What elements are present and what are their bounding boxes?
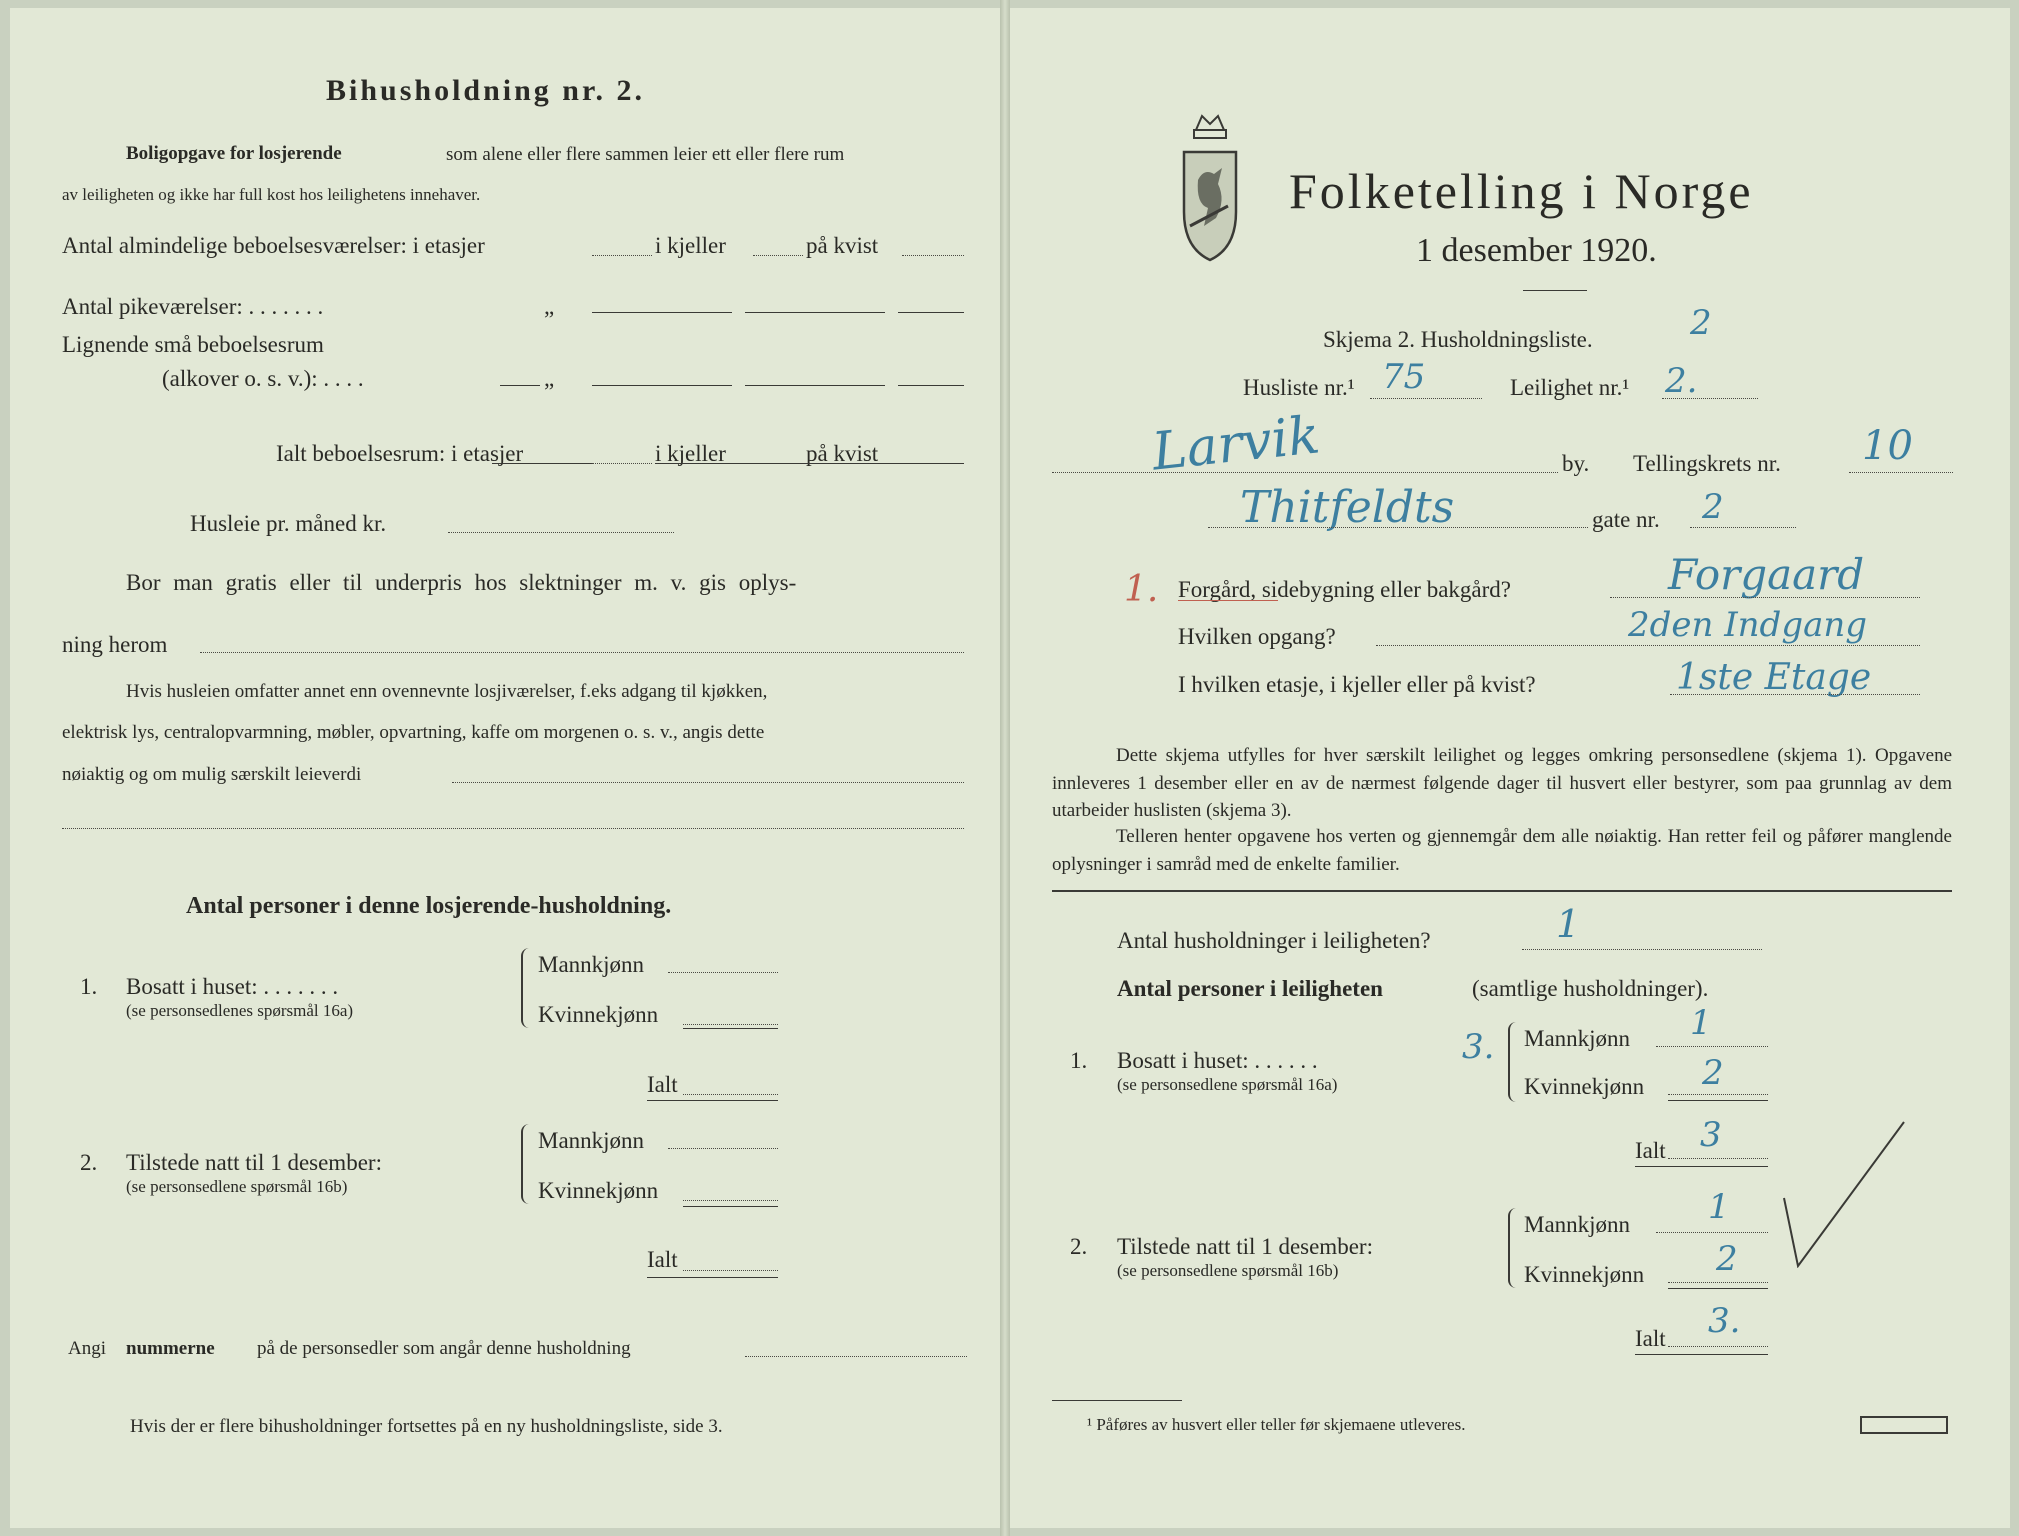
right-q2-label: Tilstede natt til 1 desember:	[1117, 1234, 1373, 1259]
intro-rest: som alene eller flere sammen leier ett eller flere rum	[446, 144, 845, 165]
right-q2-sub: (se personsedlene spørsmål 16b)	[1117, 1261, 1339, 1280]
footnote-rule	[1052, 1400, 1182, 1401]
pike-kjeller-field[interactable]	[745, 312, 885, 313]
alkover-lead-line	[500, 385, 540, 386]
pike-etasjer-field[interactable]	[592, 312, 732, 313]
right-q2-brace	[1508, 1208, 1520, 1288]
right-q1-sum-line	[1668, 1100, 1768, 1101]
right-q1-ialt: Ialt	[1635, 1138, 1666, 1163]
hvis-line2: elektrisk lys, centralopvarmning, møbler, opvartning, kaffe om morgenen o. s. v., angis dette	[62, 722, 765, 743]
left-q2-ialt-field[interactable]	[683, 1270, 778, 1271]
gratis-field[interactable]	[200, 652, 964, 653]
left-q1-ialt-underline	[647, 1100, 778, 1101]
ialt-kjeller-label: i kjeller	[655, 441, 726, 466]
hvis-line3: nøiaktig og om mulig særskilt leieverdi	[62, 764, 362, 785]
rooms-etasjer-field[interactable]	[592, 255, 652, 256]
right-date: 1 desember 1920.	[1416, 232, 1657, 269]
krets-field[interactable]	[1849, 472, 1953, 473]
forgaard-label: Forgård, sidebygning eller bakgård?	[1178, 577, 1511, 602]
left-q1-brace	[521, 948, 533, 1028]
right-q2-mann-field[interactable]	[1656, 1232, 1768, 1233]
right-persons-heading-bold: Antal personer i leiligheten	[1117, 976, 1383, 1001]
rooms-kvist-label: på kvist	[806, 233, 879, 258]
angi-rest: på de personsedler som angår denne husholdning	[257, 1338, 631, 1359]
forgaard-field[interactable]	[1610, 597, 1920, 598]
rooms-kvist-field[interactable]	[902, 255, 964, 256]
right-q2-mann-hw: 1	[1708, 1187, 1730, 1227]
husliste-hw: 75	[1382, 357, 1426, 397]
leilighet-hw: 2.	[1665, 361, 1698, 401]
opgang-hw: 2den Indgang	[1628, 605, 1868, 645]
right-q1-brace	[1508, 1022, 1520, 1102]
coat-of-arms-icon	[1170, 108, 1250, 268]
hvis-line1: Hvis husleien omfatter annet enn ovennevnte losjiværelser, f.eks adgang til kjøkken,	[126, 681, 768, 702]
right-q2-kvinne-hw: 2	[1716, 1239, 1738, 1279]
footnote: ¹ Påføres av husvert eller teller før skjemaene utleveres.	[1087, 1415, 1466, 1434]
left-q2-brace	[521, 1124, 533, 1204]
left-q2-mann: Mannkjønn	[538, 1128, 645, 1153]
left-q1-mann-field[interactable]	[668, 972, 778, 973]
leieverdi-field[interactable]	[452, 782, 964, 783]
gratis-line1: Bor man gratis eller til underpris hos slektninger m. v. gis oplys-	[126, 570, 797, 595]
left-title: Bihusholdning nr. 2.	[326, 74, 646, 107]
leilighet-field[interactable]	[1662, 398, 1758, 399]
left-q1-ialt: Ialt	[647, 1072, 678, 1097]
by-field[interactable]	[1052, 472, 1558, 473]
left-q2-kvinne: Kvinnekjønn	[538, 1178, 659, 1203]
leieverdi-field-2[interactable]	[62, 828, 964, 829]
left-q1-label: Bosatt i huset: . . . . . . .	[126, 974, 339, 999]
ialt-underline	[492, 463, 592, 464]
krets-label: Tellingskrets nr.	[1633, 451, 1781, 476]
right-q1-ialt-hw: 3	[1700, 1115, 1722, 1155]
antal-hush-field[interactable]	[1522, 949, 1762, 950]
checkmark-icon	[1780, 1118, 1910, 1268]
right-q1-mann: Mannkjønn	[1524, 1026, 1631, 1051]
left-q1-kvinne: Kvinnekjønn	[538, 1002, 659, 1027]
angi-field[interactable]	[745, 1356, 967, 1357]
right-q1-label: Bosatt i huset: . . . . . .	[1117, 1048, 1318, 1073]
ialt-rooms-label: Ialt beboelsesrum: i etasjer	[276, 441, 524, 466]
right-q2-ialt-field[interactable]	[1668, 1346, 1768, 1347]
right-q2-kvinne: Kvinnekjønn	[1524, 1262, 1645, 1287]
gate-nr-field[interactable]	[1690, 527, 1796, 528]
left-q2-ialt-underline	[647, 1277, 778, 1278]
intro-bold: Boligopgave for losjerende	[126, 143, 342, 164]
left-q1-sum-line	[683, 1028, 778, 1029]
gate-label: gate nr.	[1592, 507, 1660, 532]
left-q2-mann-field[interactable]	[668, 1148, 778, 1149]
left-q1-num: 1.	[80, 974, 98, 999]
alkover-kvist-field[interactable]	[898, 385, 964, 386]
skjema-hw: 2	[1690, 303, 1712, 343]
etasje-field[interactable]	[1670, 694, 1920, 695]
left-q1-ialt-field[interactable]	[683, 1094, 778, 1095]
right-q2-kvinne-field[interactable]	[1668, 1282, 1768, 1283]
pike-ditto: „	[544, 294, 555, 319]
pike-kvist-field[interactable]	[898, 312, 964, 313]
etasje-label: I hvilken etasje, i kjeller eller på kvist?	[1178, 672, 1536, 697]
right-q1-kvinne-field[interactable]	[1668, 1094, 1768, 1095]
antal-hush-hw: 1	[1556, 902, 1581, 946]
lignende-label: Lignende små beboelsesrum	[62, 332, 324, 357]
left-q1-sub: (se personsedlenes spørsmål 16a)	[126, 1001, 354, 1020]
instruction-paragraph-1: Dette skjema utfylles for hver særskilt leilighet og legges omkring personsedlene (skjema 1). Opgavene innleveres 1 desember eller en av de nærmest følgende dager til husvert eller bestyrer, som paa grunnlag av dem utarbeider huslisten (skjema 3).	[1052, 745, 1952, 822]
right-q1-mann-field[interactable]	[1656, 1046, 1768, 1047]
by-label: by.	[1562, 451, 1590, 476]
right-title: Folketelling i Norge	[1289, 163, 1754, 219]
husliste-field[interactable]	[1370, 398, 1482, 399]
left-q2-sum-line	[683, 1206, 778, 1207]
left-q2-sub: (se personsedlene spørsmål 16b)	[126, 1177, 348, 1196]
left-q2-ialt: Ialt	[647, 1247, 678, 1272]
forgaard-hw: Forgaard	[1668, 550, 1865, 599]
husleie-field[interactable]	[448, 532, 674, 533]
right-q2-mann: Mannkjønn	[1524, 1212, 1631, 1237]
angi-bold: nummerne	[126, 1338, 215, 1359]
right-q1-total-hw: 3.	[1462, 1027, 1495, 1067]
husleie-label: Husleie pr. måned kr.	[190, 511, 387, 536]
opgang-field[interactable]	[1376, 645, 1920, 646]
section-divider	[1052, 890, 1952, 892]
gate-nr-hw: 2	[1702, 487, 1724, 527]
page-fold	[1000, 0, 1010, 1536]
antal-hush-label: Antal husholdninger i leiligheten?	[1117, 928, 1431, 953]
rooms-kjeller-label: i kjeller	[655, 233, 726, 258]
right-q2-ialt-hw: 3.	[1708, 1301, 1741, 1341]
left-q2-num: 2.	[80, 1150, 98, 1175]
ialt-underline-2	[655, 463, 964, 464]
by-hw: Larvik	[1149, 405, 1323, 483]
krets-hw: 10	[1862, 423, 1913, 469]
right-q1-ialt-field[interactable]	[1668, 1158, 1768, 1159]
pike-label: Antal pikeværelser: . . . . . . .	[62, 294, 324, 319]
opgang-label: Hvilken opgang?	[1178, 624, 1336, 649]
intro-line2: av leiligheten og ikke har full kost hos leilighetens innehaver.	[62, 185, 481, 204]
right-persons-heading-rest: (samtlige husholdninger).	[1472, 976, 1709, 1001]
right-q1-num: 1.	[1070, 1048, 1088, 1073]
forgaard-red-underline	[1178, 600, 1278, 601]
margin-mark-hw: 1.	[1124, 569, 1159, 610]
left-q2-label: Tilstede natt til 1 desember:	[126, 1150, 382, 1175]
right-q1-kvinne-hw: 2	[1702, 1053, 1724, 1093]
right-q2-num: 2.	[1070, 1234, 1088, 1259]
gate-field[interactable]	[1208, 527, 1588, 528]
gratis-line2: ning herom	[62, 632, 168, 657]
right-q1-kvinne: Kvinnekjønn	[1524, 1074, 1645, 1099]
left-q1-kvinne-field[interactable]	[683, 1024, 778, 1025]
left-footer: Hvis der er flere bihusholdninger fortsettes på en ny husholdningsliste, side 3.	[130, 1416, 723, 1437]
rooms-kjeller-field[interactable]	[753, 255, 803, 256]
right-q2-sum-line	[1668, 1288, 1768, 1289]
ialt-etasjer-field[interactable]	[592, 463, 652, 464]
etasje-hw: 1ste Etage	[1676, 657, 1872, 698]
skjema-label: Skjema 2. Husholdningsliste.	[1323, 327, 1593, 352]
printer-stamp	[1860, 1416, 1948, 1434]
alkover-etasjer-field[interactable]	[592, 385, 732, 386]
alkover-kjeller-field[interactable]	[745, 385, 885, 386]
instruction-paragraph-2: Telleren henter opgavene hos verten og gjennemgår dem alle nøiaktig. Han retter feil og påfører manglende oplysninger i samråd med de enkelte familier.	[1052, 826, 1952, 875]
left-q2-kvinne-field[interactable]	[683, 1200, 778, 1201]
rooms-label: Antal almindelige beboelsesværelser: i etasjer	[62, 233, 485, 258]
leilighet-label: Leilighet nr.¹	[1510, 375, 1630, 400]
gate-hw: Thitfeldts	[1240, 482, 1455, 533]
alkover-label: (alkover o. s. v.): . . . .	[162, 366, 364, 391]
right-q2-ialt-underline	[1635, 1354, 1768, 1355]
ialt-kvist-label: på kvist	[806, 441, 879, 466]
husliste-label: Husliste nr.¹	[1243, 375, 1355, 400]
alkover-ditto: „	[544, 366, 555, 391]
angi-pre: Angi	[68, 1338, 106, 1359]
left-q1-mann: Mannkjønn	[538, 952, 645, 977]
right-q2-ialt: Ialt	[1635, 1326, 1666, 1351]
left-persons-heading: Antal personer i denne losjerende-husholdning.	[186, 893, 672, 919]
right-q1-sub: (se personsedlene spørsmål 16a)	[1117, 1075, 1338, 1094]
right-q1-mann-hw: 1	[1690, 1003, 1712, 1043]
right-q1-ialt-underline	[1635, 1166, 1768, 1167]
title-rule	[1523, 290, 1587, 291]
